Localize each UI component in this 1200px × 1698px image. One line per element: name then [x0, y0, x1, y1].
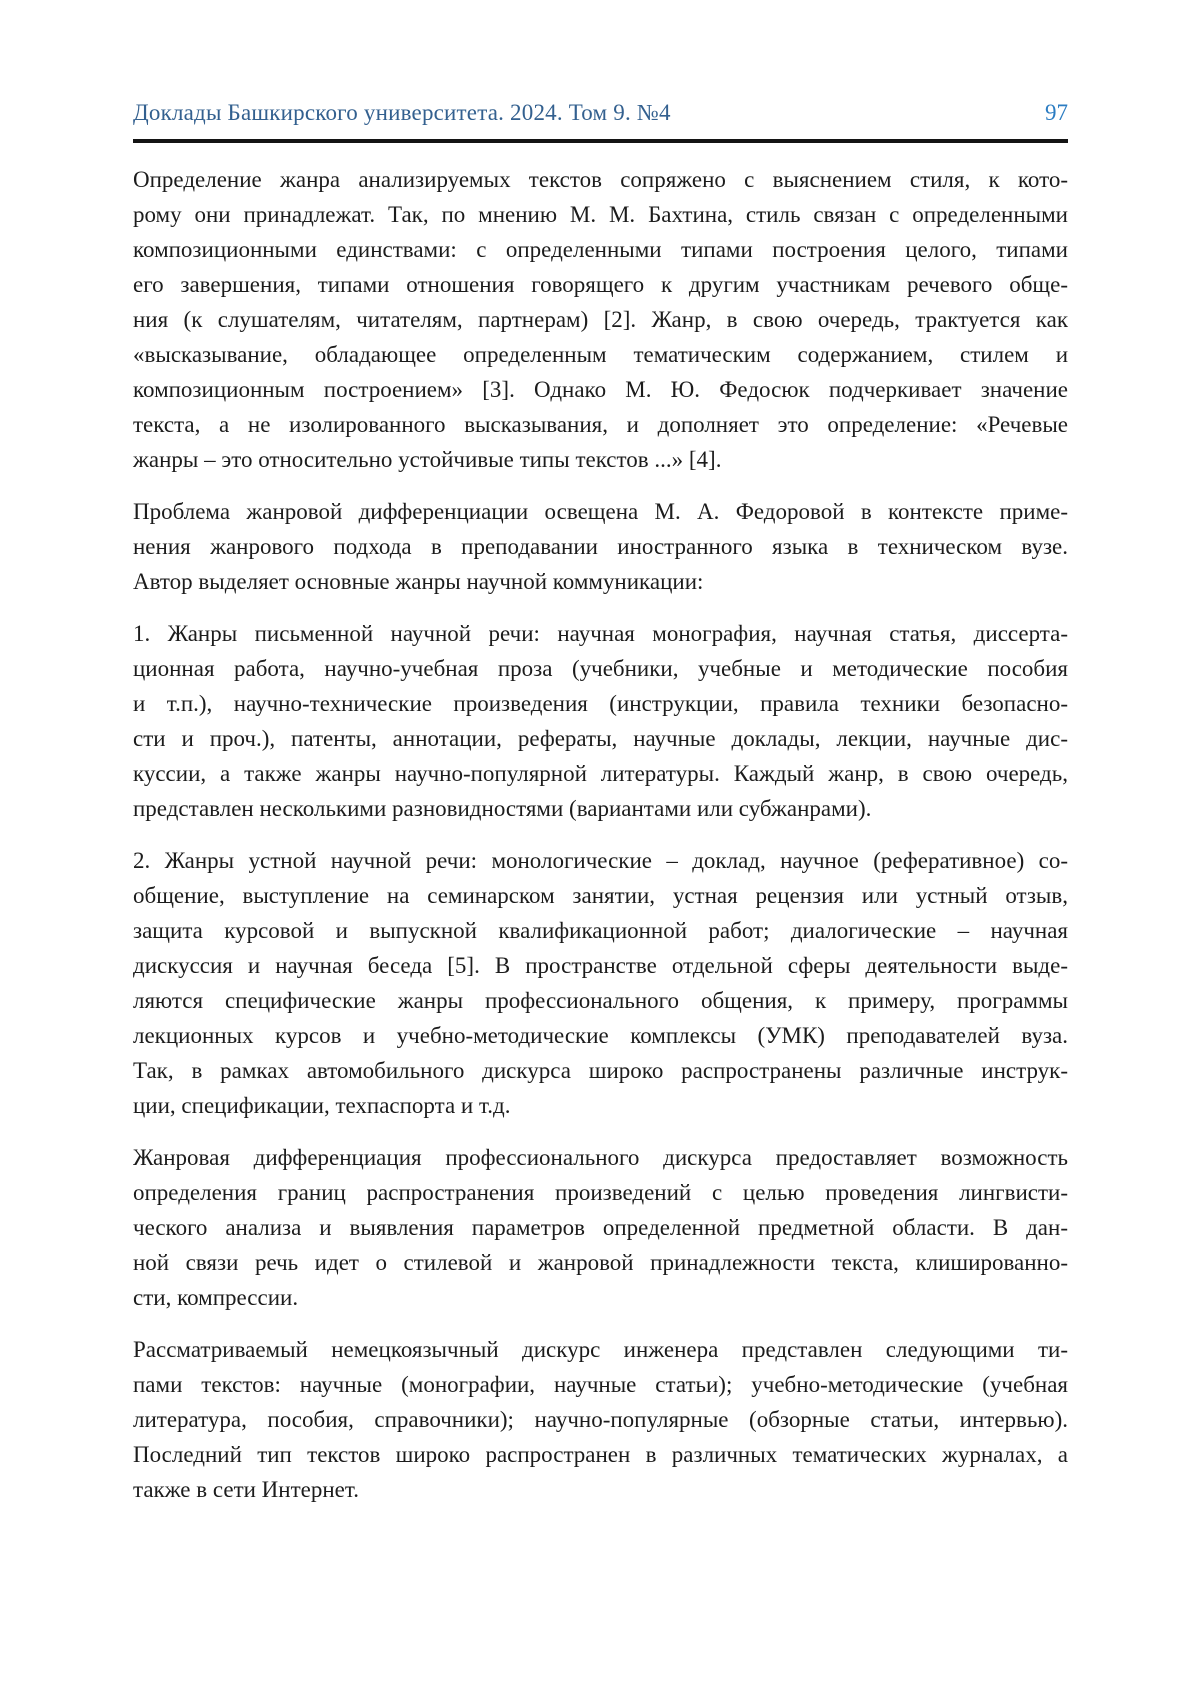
- paragraph-4: [133, 843, 1068, 1123]
- text-line: ционная работа, научно-учебная проза (учебники, учебные и методические пособия: [133, 656, 1068, 681]
- text-line: также в сети Интернет.: [133, 1477, 359, 1502]
- text-line: его завершения, типами отношения говорящего к другим участникам речевого обще-: [133, 272, 1068, 297]
- text-line: определения границ распространения произведений с целью проведения лингвисти-: [133, 1180, 1068, 1205]
- journal-title: Доклады Башкирского университета. 2024. Том 9. №4: [133, 100, 671, 125]
- text-line: дискуссия и научная беседа [5]. В пространстве отдельной сферы деятельности выде-: [133, 953, 1068, 978]
- page-number: 97: [1045, 100, 1068, 125]
- text-line: пами текстов: научные (монографии, научные статьи); учебно-методические (учебная: [133, 1372, 1068, 1397]
- text-line: Так, в рамках автомобильного дискурса широко распространены различные инструк-: [133, 1058, 1068, 1083]
- text-line: композиционным построением» [3]. Однако М. Ю. Федосюк подчеркивает значение: [133, 377, 1068, 402]
- text-line: общение, выступление на семинарском занятии, устная рецензия или устный отзыв,: [133, 883, 1068, 908]
- text-line: Проблема жанровой дифференциации освещена М. А. Федоровой в контексте приме-: [133, 499, 1068, 524]
- text-line: жанры – это относительно устойчивые типы текстов ...» [4].: [133, 447, 722, 472]
- page-header: [133, 100, 1068, 126]
- paragraph-1: [133, 162, 1068, 477]
- text-line: текста, а не изолированного высказывания, и дополняет это определение: «Речевые: [133, 412, 1068, 437]
- text-line: сти, компрессии.: [133, 1285, 299, 1310]
- text-line: 1. Жанры письменной научной речи: научная монография, научная статья, диссерта-: [133, 621, 1068, 646]
- paragraph-6: [133, 1332, 1068, 1507]
- body-text: [133, 162, 1068, 1524]
- text-line: Определение жанра анализируемых текстов сопряжено с выяснением стиля, к кото-: [133, 167, 1068, 192]
- text-line: нения жанрового подхода в преподавании иностранного языка в техническом вузе.: [133, 534, 1068, 559]
- text-line: Автор выделяет основные жанры научной коммуникации:: [133, 569, 704, 594]
- text-line: 2. Жанры устной научной речи: монологические – доклад, научное (реферативное) со-: [133, 848, 1068, 873]
- text-line: ческого анализа и выявления параметров определенной предметной области. В дан-: [133, 1215, 1068, 1240]
- text-line: рому они принадлежат. Так, по мнению М. М. Бахтина, стиль связан с определенными: [133, 202, 1068, 227]
- text-line: ляются специфические жанры профессионального общения, к примеру, программы: [133, 988, 1068, 1013]
- text-line: Рассматриваемый немецкоязычный дискурс инженера представлен следующими ти-: [133, 1337, 1068, 1362]
- paragraph-2: [133, 494, 1068, 599]
- text-line: лекционных курсов и учебно-методические комплексы (УМК) преподавателей вуза.: [133, 1023, 1068, 1048]
- text-line: и т.п.), научно-технические произведения (инструкции, правила техники безопасно-: [133, 691, 1068, 716]
- text-line: защита курсовой и выпускной квалификационной работ; диалогические – научная: [133, 918, 1068, 943]
- text-line: Последний тип текстов широко распространен в различных тематических журналах, а: [133, 1442, 1068, 1467]
- text-line: Жанровая дифференциация профессионального дискурса предоставляет возможность: [133, 1145, 1068, 1170]
- text-line: композиционными единствами: с определенными типами построения целого, типами: [133, 237, 1068, 262]
- paragraph-5: [133, 1140, 1068, 1315]
- text-line: представлен несколькими разновидностями (вариантами или субжанрами).: [133, 796, 872, 821]
- header-rule: [133, 139, 1068, 143]
- text-line: литература, пособия, справочники); научно-популярные (обзорные статьи, интервью).: [133, 1407, 1068, 1432]
- text-line: ции, спецификации, техпаспорта и т.д.: [133, 1093, 511, 1118]
- text-line: ной связи речь идет о стилевой и жанровой принадлежности текста, клишированно-: [133, 1250, 1068, 1275]
- text-line: куссии, а также жанры научно-популярной литературы. Каждый жанр, в свою очередь,: [133, 761, 1068, 786]
- text-line: ния (к слушателям, читателям, партнерам) [2]. Жанр, в свою очередь, трактуется как: [133, 307, 1068, 332]
- text-line: сти и проч.), патенты, аннотации, рефераты, научные доклады, лекции, научные дис-: [133, 726, 1068, 751]
- text-line: «высказывание, обладающее определенным тематическим содержанием, стилем и: [133, 342, 1068, 367]
- paragraph-3: [133, 616, 1068, 826]
